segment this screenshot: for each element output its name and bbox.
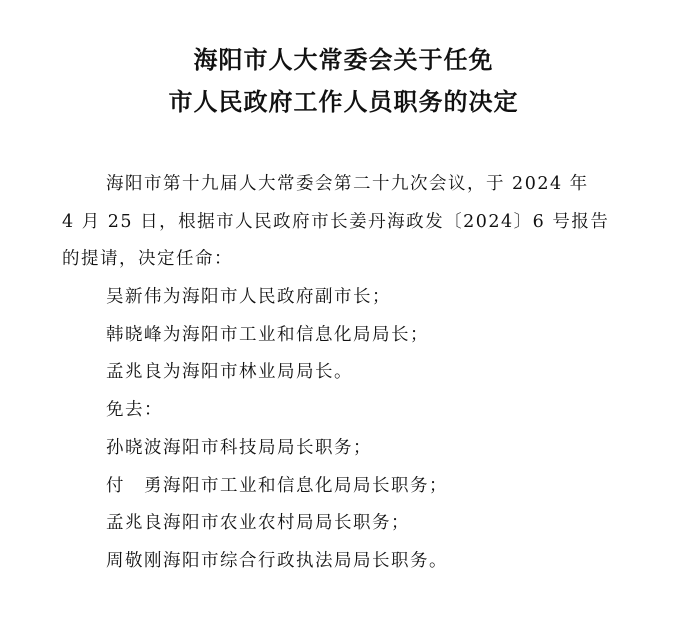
intro-line-2: 4 月 25 日，根据市人民政府市长姜丹海政发〔2024〕6 号报告	[62, 211, 610, 232]
document-title-line-2: 市人民政府工作人员职务的决定	[168, 88, 519, 116]
dismissal-item: 孟兆良海阳市农业农村局局长职务；	[106, 513, 410, 533]
dismissal-item: 孙晓波海阳市科技局局长职务；	[106, 438, 372, 458]
dismissal-item: 付 勇海阳市工业和信息化局局长职务；	[106, 475, 448, 496]
intro-line-1: 海阳市第十九届人大常委会第二十九次会议，于 2024 年	[106, 174, 589, 194]
intro-line-3: 的提请，决定任命：	[62, 249, 233, 269]
appointment-item: 韩晓峰为海阳市工业和信息化局局长；	[106, 324, 429, 345]
appointment-list	[106, 279, 646, 392]
intro-paragraph	[62, 166, 637, 279]
document-title-line-1: 海阳市人大常委会关于任免	[193, 46, 494, 74]
appointment-item: 孟兆良为海阳市林业局局长。	[106, 362, 353, 382]
dismissal-label: 免去：	[106, 400, 163, 420]
dismissal-item: 周敬刚海阳市综合行政执法局局长职务。	[106, 550, 448, 571]
dismissal-list	[106, 430, 646, 580]
appointment-item: 吴新伟为海阳市人民政府副市长；	[106, 287, 391, 307]
